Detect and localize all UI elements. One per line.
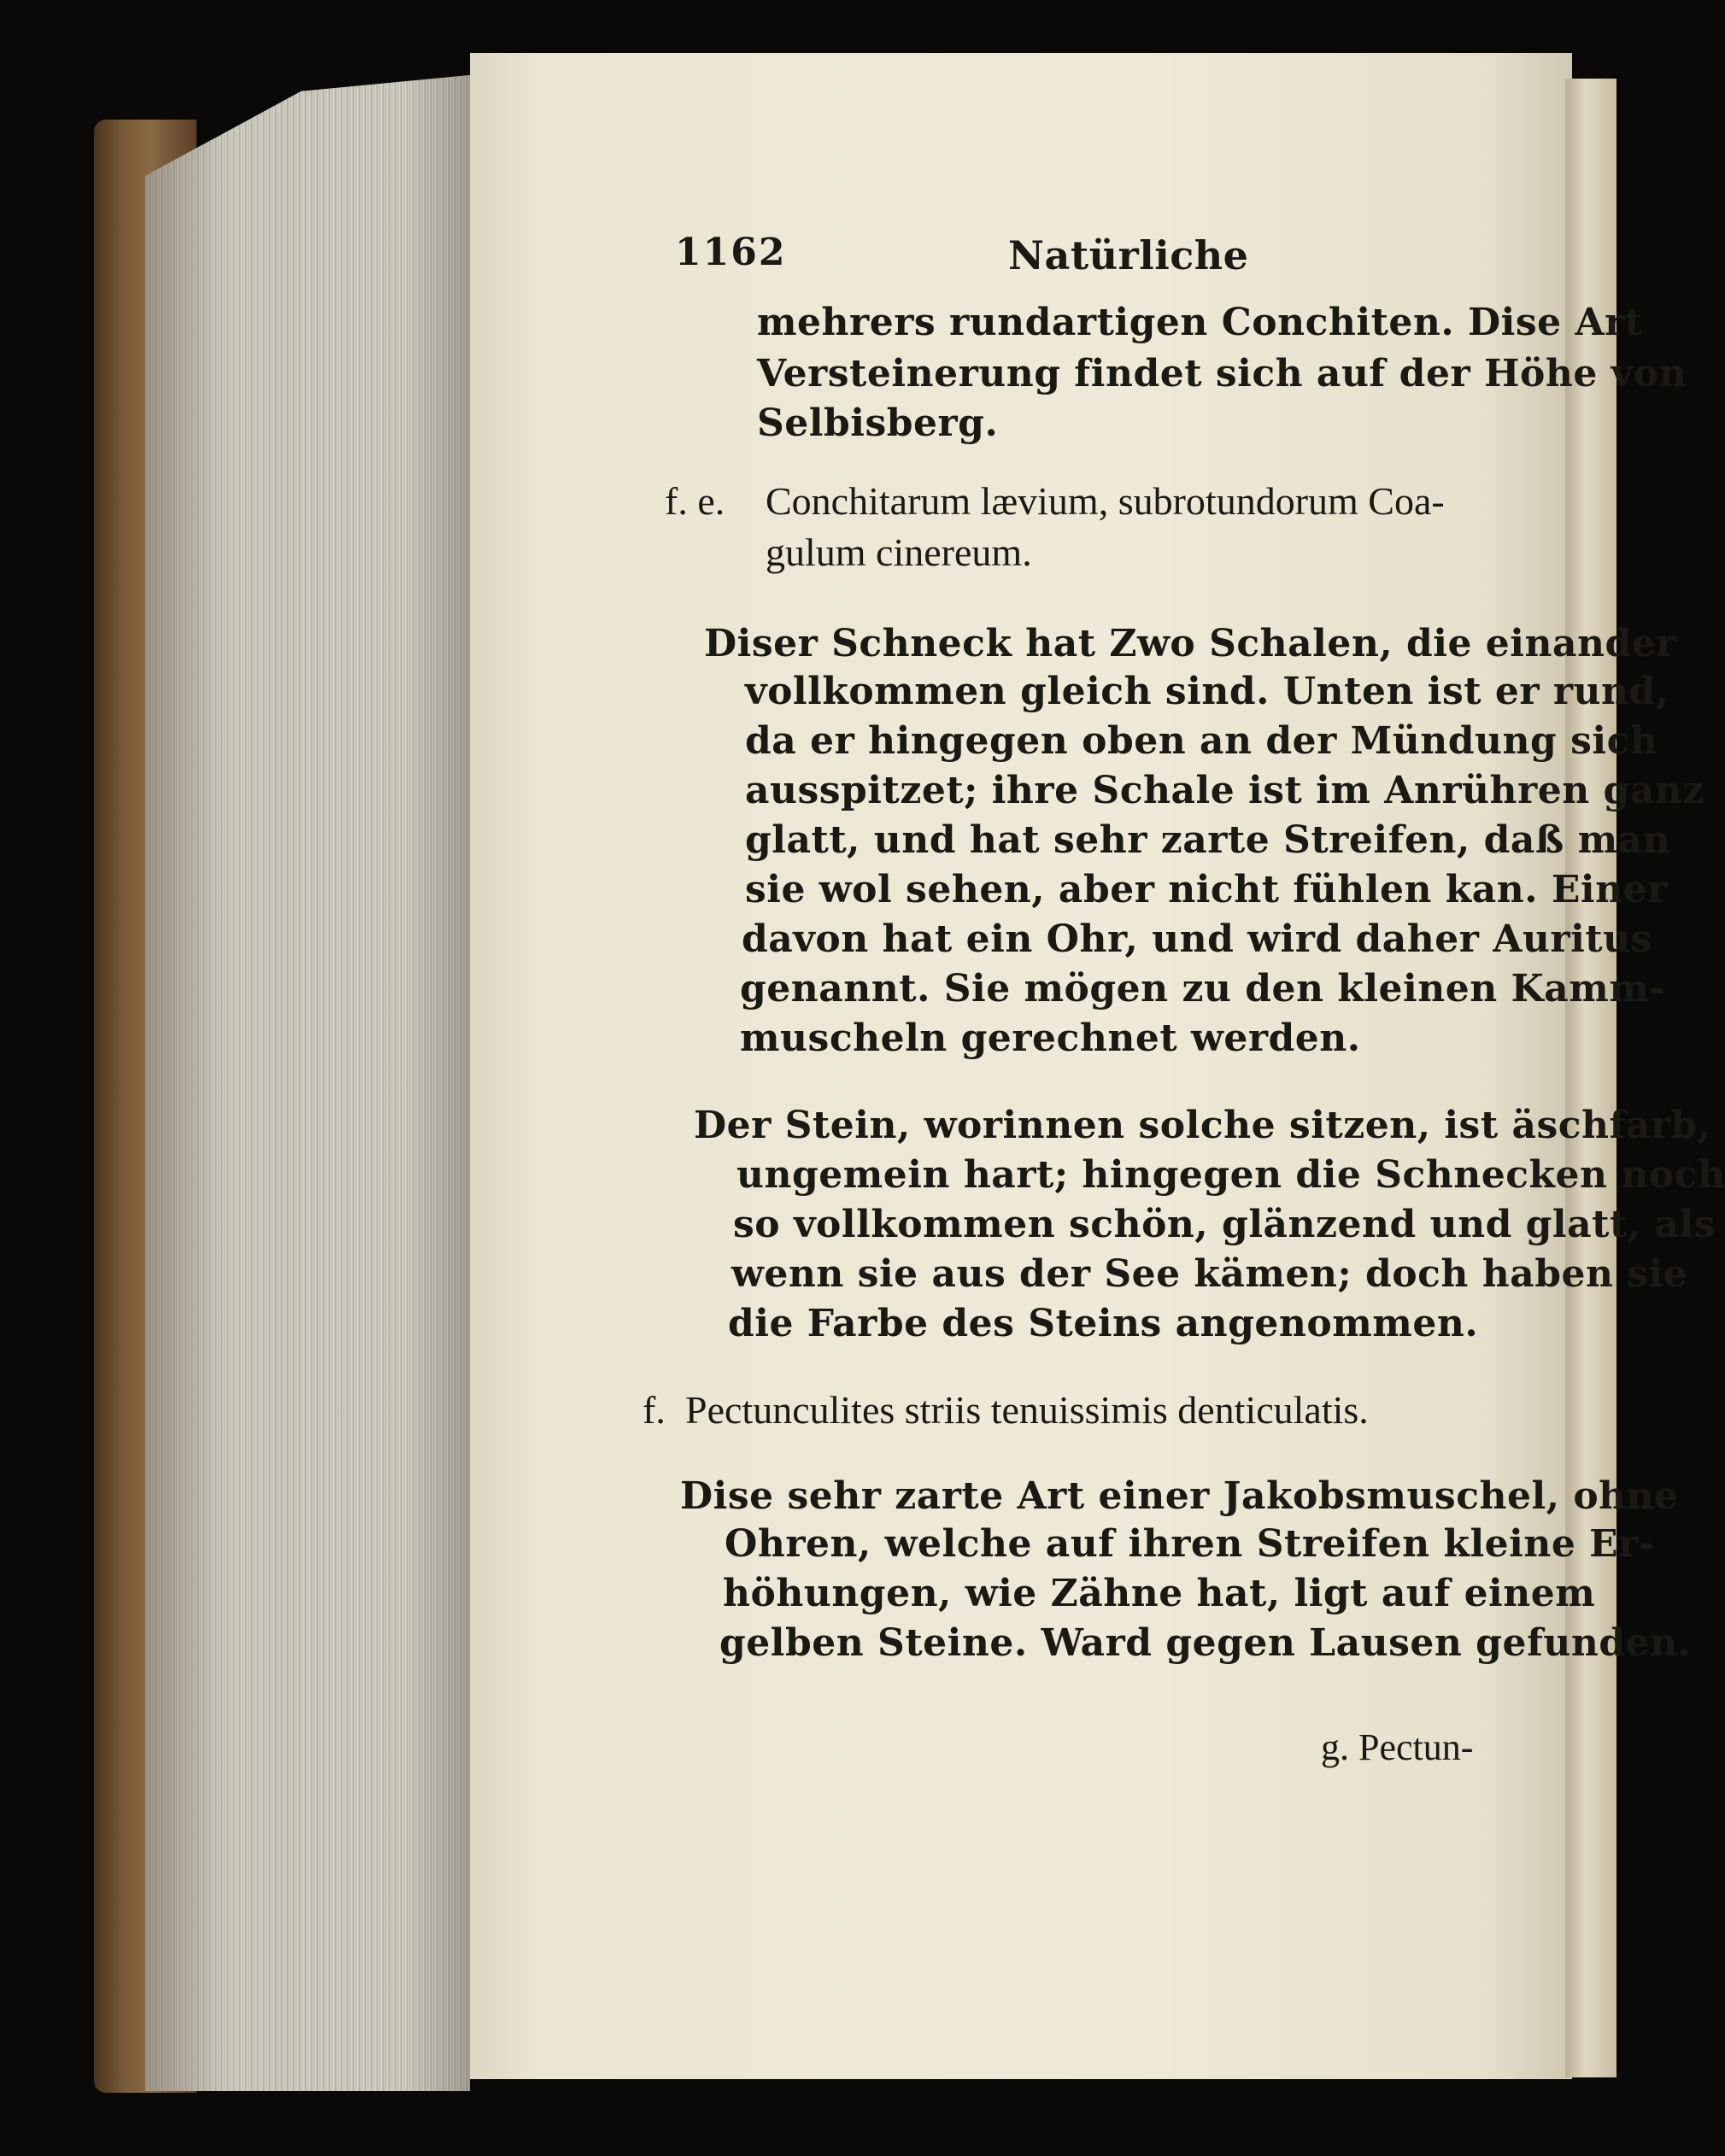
text-line: glatt, und hat sehr zarte Streifen, daß man	[745, 818, 1671, 862]
text-line: davon hat ein Ohr, und wird daher Auritus	[742, 917, 1652, 961]
text-line: vollkommen gleich sind. Unten ist er rund,	[745, 670, 1669, 713]
text-line: Der Stein, worinnen solche sitzen, ist äschfarb,	[694, 1104, 1711, 1147]
text-line: wenn sie aus der See kämen; doch haben sie	[731, 1252, 1688, 1296]
text-line: höhungen, wie Zähne hat, ligt auf einem	[723, 1572, 1596, 1615]
latin-line: gulum cinereum.	[766, 530, 1032, 574]
text-line: die Farbe des Steins angenommen.	[728, 1302, 1479, 1345]
text-line: genannt. Sie mögen zu den kleinen Kamm-	[740, 967, 1666, 1011]
text-line: Versteinerung findet sich auf der Höhe von	[757, 352, 1687, 395]
text-line: ungemein hart; hingegen die Schnecken noch	[736, 1153, 1725, 1197]
text-line: gelben Steine. Ward gegen Lausen gefunden.	[719, 1621, 1692, 1665]
running-title: Natürliche	[1008, 232, 1249, 278]
text-line: sie wol sehen, aber nicht fühlen kan. Einer	[745, 868, 1668, 911]
text-line: ausspitzet; ihre Schale ist im Anrühren ganz	[745, 769, 1704, 812]
text-line: so vollkommen schön, glänzend und glatt, als	[733, 1203, 1716, 1246]
latin-line: Pectunculites striis tenuissimis denticulatis.	[685, 1388, 1369, 1432]
page-number: 1162	[675, 231, 787, 274]
entry-label: f.	[642, 1388, 666, 1432]
text-line: Ohren, welche auf ihren Streifen kleine Er-	[725, 1522, 1655, 1566]
text-line: Diser Schneck hat Zwo Schalen, die einander	[704, 622, 1676, 665]
catchword: g. Pectun-	[1321, 1726, 1474, 1768]
text-line: Selbisberg.	[757, 401, 999, 445]
text-line: muscheln gerechnet werden.	[740, 1016, 1361, 1060]
text-line: Dise sehr zarte Art einer Jakobsmuschel, ohne	[680, 1474, 1679, 1518]
latin-line: Conchitarum lævium, subrotundorum Coa-	[766, 479, 1445, 523]
entry-label: f. e.	[665, 479, 725, 523]
text-line: da er hingegen oben an der Mündung sich	[745, 719, 1658, 763]
text-line: mehrers rundartigen Conchiten. Dise Art	[757, 301, 1643, 344]
